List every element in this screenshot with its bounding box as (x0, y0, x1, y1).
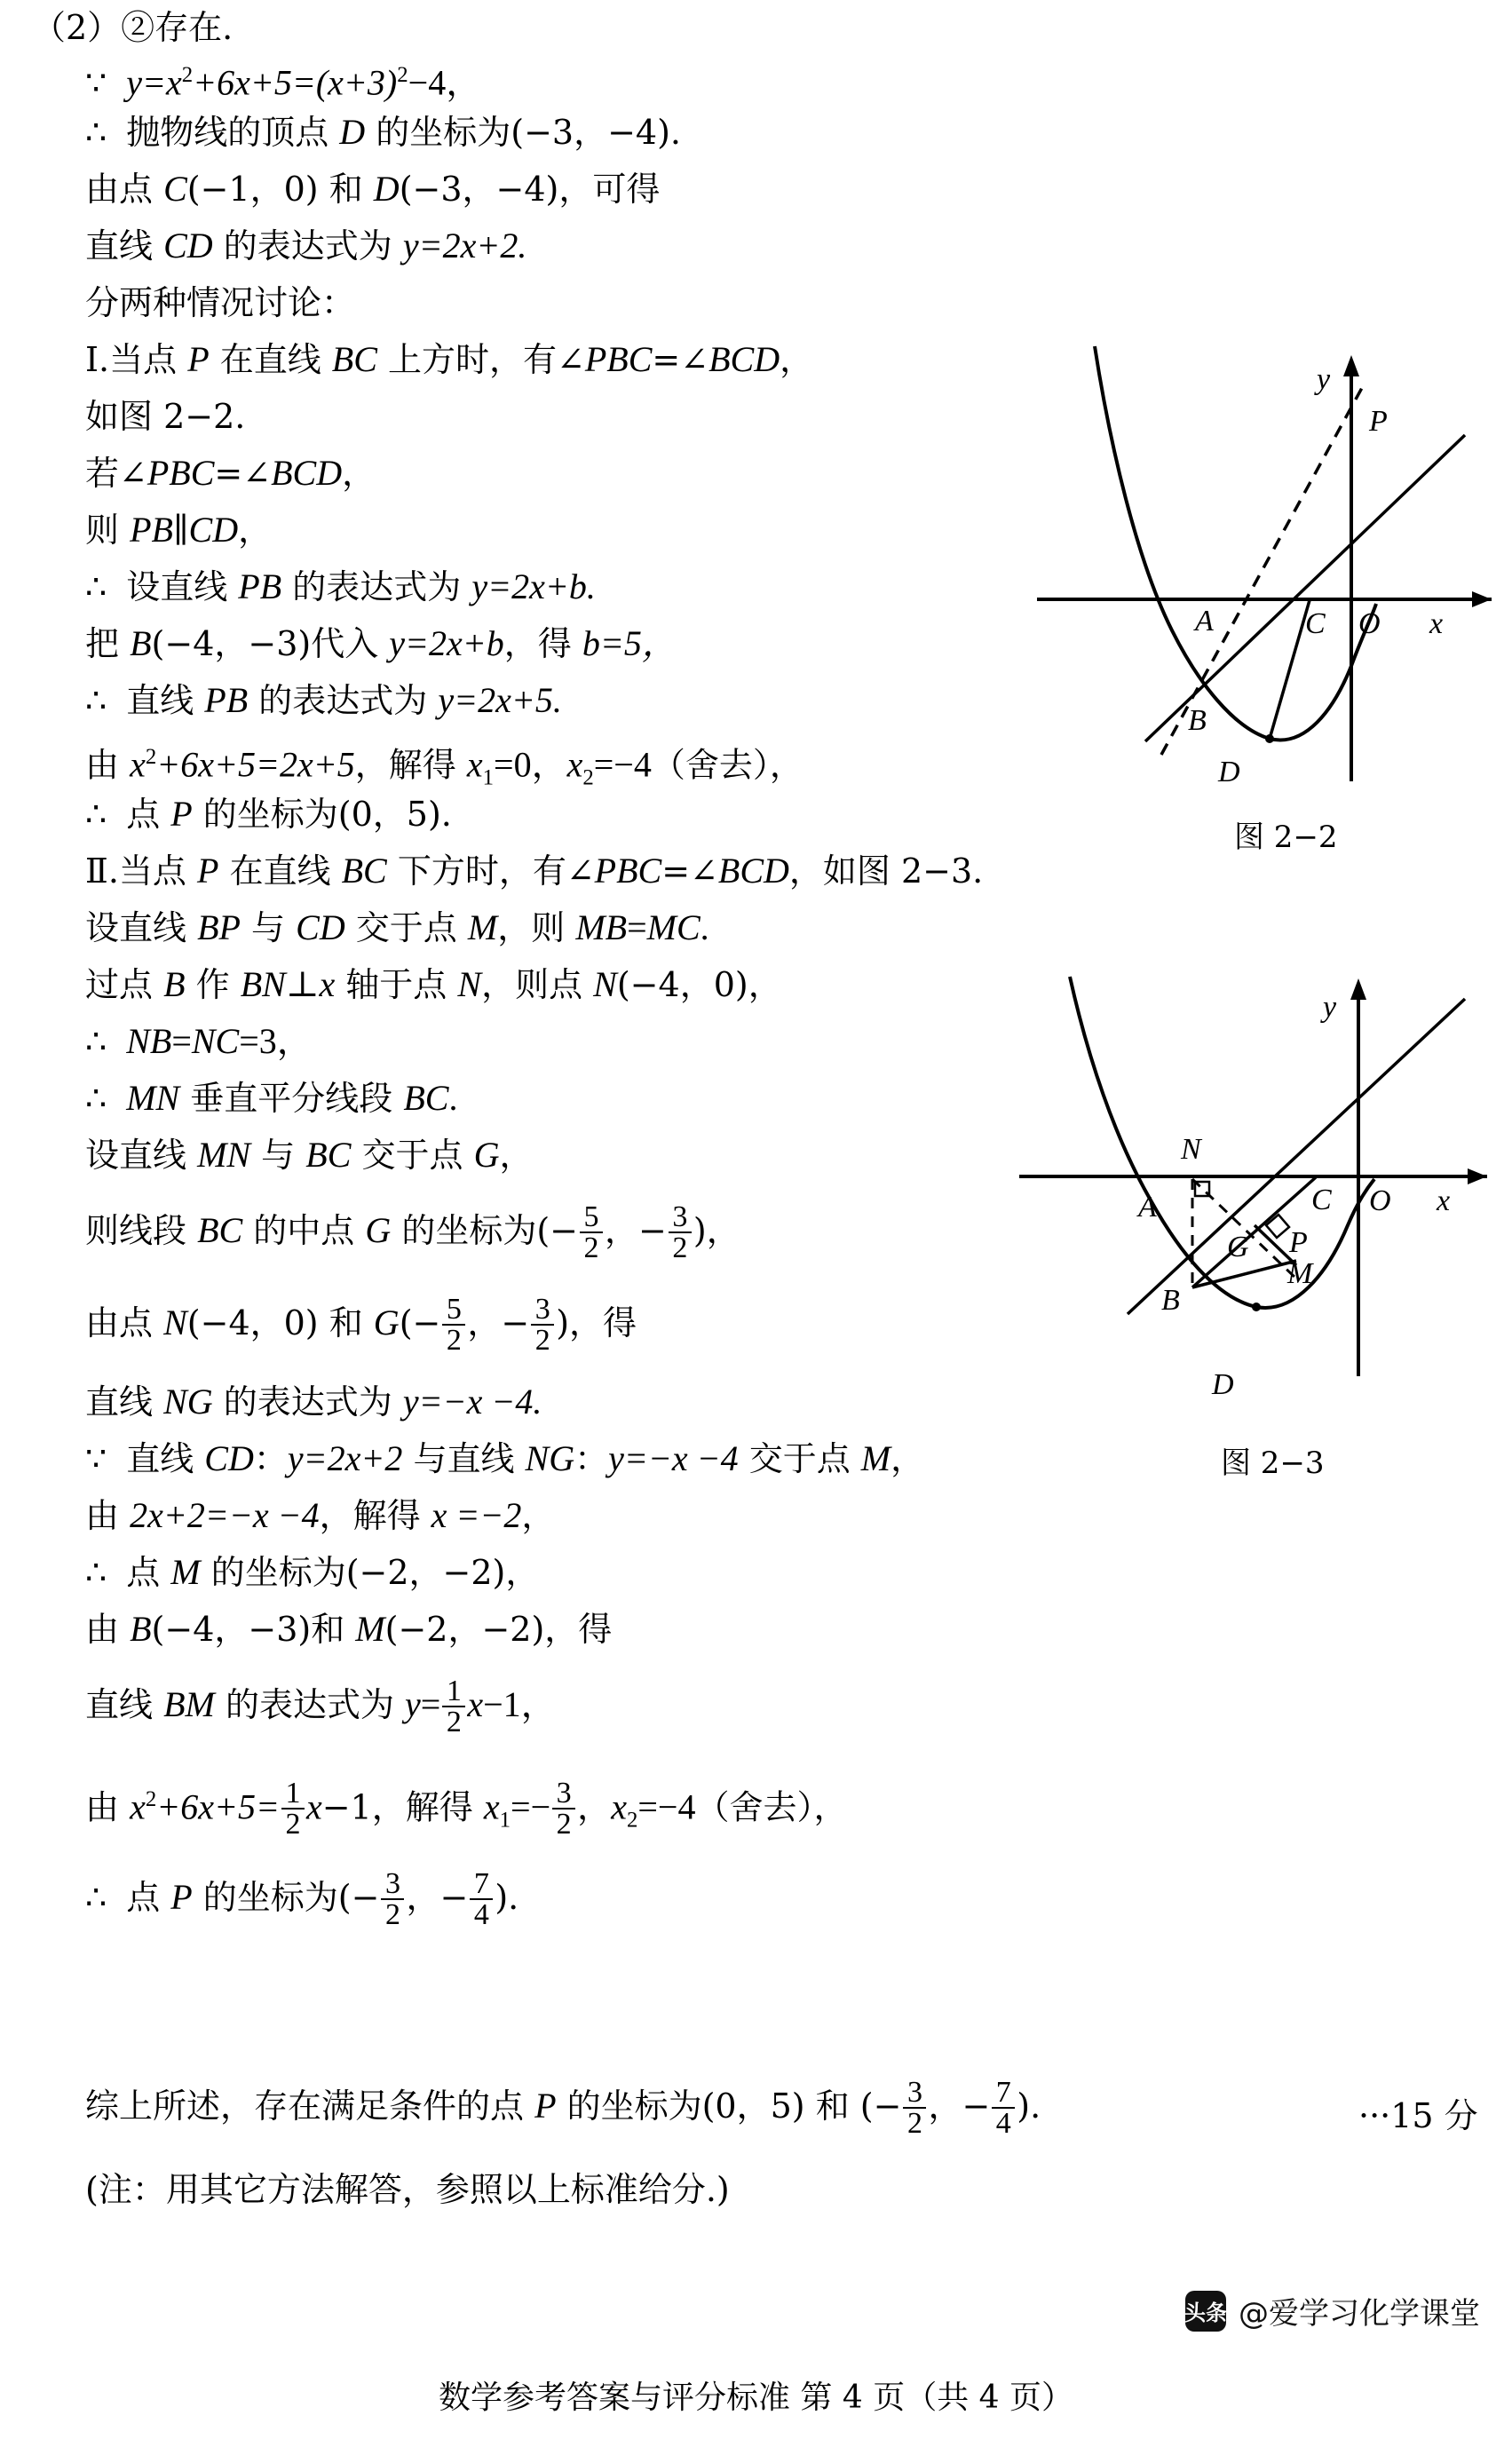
math-var: P (170, 1877, 193, 1917)
math-var: P (170, 794, 193, 834)
solution-line (85, 275, 355, 330)
math-var: CD (296, 907, 345, 947)
solution-line (0, 0, 233, 55)
page-footer: 数学参考答案与评分标准 第 4 页（共 4 页） (438, 2380, 1074, 2416)
parallel-symbol: ∥ (172, 511, 189, 550)
text-run: 过点 (85, 965, 164, 1004)
text-run: ，则点 (481, 965, 594, 1004)
text-run: ，− (406, 1878, 469, 1917)
text-run: ，得 (503, 624, 582, 663)
math-var: BC (197, 1210, 243, 1250)
text-run: 的坐标为(0，5). (192, 795, 452, 834)
figure-2-3 (1003, 959, 1512, 1456)
math-var: NB (126, 1021, 172, 1061)
text-run: 交于点 (738, 1439, 861, 1478)
math-var: P (187, 339, 210, 379)
point-label-C: C (1305, 607, 1326, 640)
text-run: 点 (126, 1553, 171, 1592)
math-var: N (593, 964, 617, 1004)
text-run: （舍去）， (695, 1787, 848, 1827)
solution-line (85, 503, 272, 558)
numerator: 3 (556, 1776, 572, 1810)
math-var: x (130, 1786, 146, 1827)
text-run: 的表达式为 (212, 226, 403, 265)
point-label-C: C (1311, 1184, 1332, 1216)
subscript: 1 (482, 765, 495, 790)
text-run: 的表达式为 (212, 1382, 403, 1421)
text-run: 的中点 (242, 1211, 366, 1250)
text-run: 直线 (126, 681, 205, 720)
solution-line (85, 673, 562, 728)
solution-line (85, 787, 452, 842)
math-expr: = (627, 907, 647, 947)
solution-line (85, 1602, 612, 1657)
text-run: 直线 (85, 1685, 164, 1724)
math-var: CD (188, 510, 239, 550)
text-run: 轴于点 (335, 965, 458, 1004)
text-run: 则 (85, 511, 131, 550)
text-run: ， (238, 511, 273, 550)
math-var: N (163, 1303, 187, 1342)
math-var: PBC (594, 851, 662, 891)
because-symbol: ∵ (85, 1439, 107, 1478)
denominator: 2 (446, 1323, 462, 1357)
math-expr: y=2x+2. (402, 226, 527, 265)
math-var: MC (646, 907, 701, 947)
numerator: 3 (906, 2075, 922, 2109)
math-expr: y=−x −4 (608, 1438, 739, 1478)
fraction (669, 1200, 692, 1264)
text-run: 交于点 (351, 1136, 474, 1175)
text-run: 的坐标为(− (391, 1211, 579, 1250)
math-var: BN (240, 964, 286, 1004)
denominator: 2 (446, 1705, 462, 1738)
math-var: BCD (271, 453, 343, 493)
solution-line (85, 957, 782, 1012)
text-run: 设直线 (126, 567, 239, 606)
text-run: 的坐标为(0，5) 和 (− (556, 2087, 902, 2126)
math-var: P (197, 851, 219, 891)
text-run: 设直线 (85, 1136, 198, 1175)
text-run: 由点 (85, 170, 164, 209)
text-run: −1，解得 (321, 1787, 484, 1827)
text-run: 由 (85, 1496, 131, 1535)
solution-line (85, 218, 526, 273)
text-run: 与 (240, 908, 297, 947)
text-run: 综上所述，存在满足条件的点 (85, 2087, 535, 2126)
figure-2-3-caption: 图 2−3 (1221, 1445, 1325, 1481)
grading-note: (注：用其它方法解答，参照以上标准给分.) (85, 2170, 730, 2209)
solution-line (85, 730, 803, 790)
text-run: ， (577, 1787, 612, 1827)
text-run: )，得 (556, 1303, 637, 1342)
text-run: 抛物线的顶点 (126, 113, 340, 152)
math-var: P (534, 2086, 557, 2126)
math-var: BM (163, 1684, 215, 1724)
numerator: 3 (384, 1866, 400, 1900)
point-label-P: P (1369, 405, 1388, 438)
figure-2-2-caption: 图 2−2 (1234, 820, 1338, 855)
solution-line (85, 2162, 730, 2217)
denominator: 4 (995, 2106, 1011, 2140)
text-run: 把 (85, 624, 131, 663)
math-var: CD (204, 1438, 254, 1478)
text-run: 垂直平分线段 (179, 1079, 404, 1118)
math-expr: . (700, 907, 709, 947)
subscript: 1 (499, 1808, 511, 1833)
vertex-dot-D (1265, 734, 1274, 743)
case-number: Ⅱ. (85, 851, 119, 891)
toutiao-logo-icon: 头条 (1185, 2291, 1226, 2332)
text-run: 直线 (126, 1439, 205, 1478)
math-expr: y=2x+5. (438, 680, 562, 720)
text-run: ， (342, 454, 376, 493)
text-run: 的坐标为(−2，−2)， (200, 1553, 540, 1592)
solution-line (85, 1851, 519, 1944)
text-run: 点 (126, 1878, 171, 1917)
math-var: x (319, 964, 336, 1004)
text-run: (− (399, 1303, 441, 1342)
math-expr: −4， (408, 62, 482, 103)
axis-label-x: x (1429, 607, 1444, 640)
math-expr: =−4 (593, 744, 652, 785)
math-var: BC (403, 1078, 449, 1118)
solution-line (85, 1545, 539, 1600)
text-run: =∠ (661, 851, 718, 891)
math-var: B (163, 964, 186, 1004)
math-var: B (130, 1609, 152, 1649)
math-var: BP (197, 907, 241, 947)
text-run: 与直线 (402, 1439, 526, 1478)
denominator: 2 (556, 1808, 572, 1841)
text-run: 直线 (85, 226, 164, 265)
therefore-symbol: ∴ (85, 567, 107, 606)
math-expr: =3， (239, 1021, 313, 1061)
text-run: . (448, 1078, 458, 1118)
point-label-M: M (1287, 1257, 1313, 1290)
solution-line (85, 162, 660, 217)
text-run: 交于点 (344, 908, 468, 947)
text-run: ，如图 2−3. (788, 851, 984, 891)
solution-line (85, 446, 376, 501)
text-run: ，解得 (319, 1496, 431, 1535)
watermark-text: @爱学习化学课堂 (1239, 2296, 1480, 2332)
math-var: C (163, 169, 187, 209)
denominator: 2 (583, 1231, 599, 1264)
math-expr: 2x+2=−x −4 (130, 1495, 320, 1535)
numerator: 1 (285, 1776, 301, 1810)
exponent: 2 (145, 745, 157, 769)
text-run: ，则 (497, 908, 576, 947)
solution-line (85, 900, 709, 955)
numerator: 1 (446, 1674, 462, 1707)
solution-line (85, 1128, 533, 1183)
math-var: NG (163, 1382, 213, 1421)
therefore-symbol: ∴ (85, 1878, 107, 1917)
math-var: PBC (584, 339, 653, 379)
text-run: ，− (467, 1303, 530, 1342)
text-run: （舍去）， (651, 745, 803, 785)
math-var: PB (130, 510, 173, 550)
perpendicular-symbol: ⊥ (285, 964, 320, 1004)
numerator: 3 (672, 1200, 688, 1233)
numerator: 5 (446, 1292, 462, 1326)
text-run: 下方时，有∠ (386, 851, 595, 891)
math-var: x (130, 744, 146, 785)
math-var: CD (163, 226, 213, 265)
axis-label-y: y (1323, 991, 1337, 1024)
math-var: y (405, 1684, 421, 1724)
therefore-symbol: ∴ (85, 113, 107, 152)
math-expr: +6x+5= (156, 1786, 280, 1827)
text-run: ， (891, 1439, 925, 1478)
text-run: ). (1017, 2087, 1041, 2126)
axis-label-y: y (1317, 363, 1331, 396)
solution-line (85, 616, 677, 671)
text-run: ， (780, 340, 814, 379)
math-var: x (566, 744, 583, 785)
text-run: (−3，−4)，可得 (399, 170, 661, 209)
point-label-A: A (1138, 1191, 1157, 1224)
text-run: 的表达式为 (281, 567, 472, 606)
point-label-A: A (1195, 605, 1214, 637)
point-label-N: N (1181, 1133, 1201, 1166)
text-run: ： (253, 1439, 288, 1478)
math-var: BCD (709, 339, 780, 379)
text-run: (−4，0)， (616, 965, 782, 1004)
therefore-symbol: ∴ (85, 795, 107, 834)
math-var: x (467, 1684, 484, 1724)
figure-2-2-graphic (1021, 337, 1512, 808)
text-run: 上方时，有∠ (376, 340, 585, 379)
math-var: PB (238, 566, 282, 606)
solution-line (85, 1184, 740, 1277)
math-var: BC (305, 1135, 352, 1175)
fraction (381, 1866, 404, 1931)
solution-line (85, 1431, 924, 1486)
text-run: ，− (605, 1211, 667, 1250)
text-run: 当点 (109, 340, 188, 379)
denominator: 4 (473, 1897, 489, 1931)
solution-line (85, 389, 245, 444)
math-var: N (457, 964, 482, 1004)
solution-line (85, 1754, 848, 1846)
point-label-B: B (1161, 1284, 1180, 1317)
math-expr: = (420, 1684, 441, 1724)
therefore-symbol: ∴ (85, 1553, 107, 1592)
text-run: 设直线 (85, 908, 198, 947)
solution-line (85, 1277, 637, 1369)
math-expr: x =−2 (431, 1495, 522, 1535)
therefore-symbol: ∴ (85, 681, 107, 720)
solution-line (85, 332, 813, 387)
vertex-dot-D (1252, 1303, 1261, 1311)
math-var: NG (525, 1438, 575, 1478)
denominator: 2 (906, 2106, 922, 2140)
text-run: =∠ (652, 340, 709, 379)
math-var: D (373, 169, 400, 209)
solution-line (85, 48, 481, 103)
math-var: B (130, 623, 152, 663)
because-symbol: ∵ (85, 63, 107, 103)
text-run: 分两种情况讨论： (85, 283, 356, 322)
axis-label-x: x (1437, 1184, 1451, 1217)
denominator: 2 (672, 1231, 688, 1264)
math-var: D (339, 112, 366, 152)
solution-line (85, 559, 596, 614)
math-var: G (473, 1135, 500, 1175)
fraction (552, 1776, 575, 1841)
numerator: 7 (995, 2075, 1011, 2109)
text-run: 由 (85, 1610, 131, 1649)
math-var: G (373, 1303, 400, 1342)
fraction (903, 2075, 926, 2140)
text-run: (−2，−2)，得 (384, 1610, 613, 1649)
math-expr: +6x+5=2x+5 (156, 744, 355, 785)
solution-line (85, 105, 681, 160)
point-label-B: B (1188, 704, 1207, 737)
text-run: 由点 (85, 1303, 164, 1342)
solution-line (85, 1374, 542, 1429)
origin-label-O: O (1369, 1184, 1391, 1217)
text-run: =∠ (214, 454, 272, 493)
part-label: （2）②存在. (32, 8, 234, 47)
subscript: 2 (626, 1808, 638, 1833)
text-run: ，解得 (354, 745, 467, 785)
text-run: 的坐标为(−3，−4). (365, 113, 682, 152)
text-run: 则线段 (85, 1211, 198, 1250)
fraction (531, 1292, 554, 1357)
text-run: ， (499, 1136, 534, 1175)
math-var: NC (191, 1021, 240, 1061)
math-expr: y=2x+2 (287, 1438, 403, 1478)
math-expr: y=−x −4. (402, 1382, 542, 1421)
math-expr: =x (141, 62, 182, 103)
math-var: M (467, 907, 498, 947)
watermark (1185, 2289, 1480, 2332)
score-annotation: ···15 分 (1358, 2096, 1478, 2135)
text-run: 与 (250, 1136, 306, 1175)
exponent: 2 (145, 1787, 157, 1811)
solution-line (85, 1659, 557, 1751)
fraction (580, 1200, 603, 1264)
solution-line (85, 1071, 457, 1126)
math-var: BC (341, 851, 387, 891)
math-var: x (611, 1786, 627, 1827)
fraction (470, 1866, 493, 1931)
point-label-P: P (1289, 1226, 1308, 1259)
text-run: 的坐标为(− (192, 1878, 380, 1917)
figure-ref: 如图 2−2. (85, 397, 246, 436)
math-expr: −1， (483, 1684, 557, 1724)
therefore-symbol: ∴ (85, 1079, 107, 1118)
case-number: Ⅰ. (85, 340, 110, 379)
text-run: ， (521, 1496, 556, 1535)
math-var: MN (126, 1078, 180, 1118)
solution-line (85, 843, 983, 899)
text-run: 在直线 (218, 851, 342, 891)
math-var: M (355, 1609, 385, 1649)
denominator: 2 (285, 1808, 301, 1841)
math-expr: =−4 (637, 1786, 696, 1827)
text-run: 的表达式为 (248, 681, 439, 720)
math-var: PB (204, 680, 249, 720)
math-var: M (860, 1438, 891, 1478)
text-run: (−4，−3)代入 (151, 624, 390, 663)
math-expr: = (171, 1021, 192, 1061)
therefore-symbol: ∴ (85, 1022, 107, 1061)
text-run: 直线 (85, 1382, 164, 1421)
solution-line (85, 1488, 555, 1543)
text-run: 若∠ (85, 454, 147, 493)
text-run: ). (495, 1878, 519, 1917)
solution-line (85, 2060, 1041, 2152)
point-label-G: G (1227, 1231, 1249, 1263)
numerator: 3 (534, 1292, 550, 1326)
math-expr: y=2x+b (389, 623, 504, 663)
math-var: MB (575, 907, 628, 947)
text-run: (−4，0) 和 (186, 1303, 374, 1342)
exponent: 2 (181, 63, 194, 87)
fraction (442, 1292, 465, 1357)
math-expr: =0， (494, 744, 567, 785)
solution-line (85, 1014, 313, 1069)
text-run: 由 (85, 1787, 131, 1827)
text-run: 点 (126, 795, 171, 834)
subscript: 2 (582, 765, 594, 790)
math-var: PBC (146, 453, 215, 493)
math-var: x (306, 1786, 322, 1827)
text-run: 作 (185, 965, 241, 1004)
text-run: 在直线 (209, 340, 332, 379)
text-run: 的表达式为 (214, 1685, 406, 1724)
numerator: 7 (473, 1866, 489, 1900)
math-var: MN (197, 1135, 251, 1175)
text-run: )， (693, 1211, 740, 1250)
origin-label-O: O (1358, 607, 1381, 640)
figure-2-2 (1021, 337, 1512, 808)
math-var: BCD (717, 851, 789, 891)
exponent: 2 (397, 63, 408, 87)
math-expr: b=5， (582, 623, 677, 663)
numerator: 5 (583, 1200, 599, 1233)
math-expr: y=2x+b. (471, 566, 596, 606)
text-run: (−1，0) 和 (186, 170, 374, 209)
math-var: M (170, 1552, 201, 1592)
point-label-D: D (1218, 756, 1240, 788)
math-var: x (483, 1786, 500, 1827)
math-var: x (466, 744, 483, 785)
denominator: 2 (384, 1897, 400, 1931)
text-run: ： (574, 1439, 609, 1478)
figure-2-3-graphic (1003, 959, 1512, 1456)
fraction (992, 2075, 1015, 2140)
text-run: 由 (85, 745, 131, 785)
math-var: BC (331, 339, 377, 379)
denominator: 2 (534, 1323, 550, 1357)
text-run: ，− (928, 2087, 991, 2126)
text-run: 当点 (118, 851, 198, 891)
fraction (442, 1674, 465, 1738)
math-expr: +6x+5=(x+3) (193, 62, 398, 103)
math-var: y (126, 62, 142, 103)
math-var: G (365, 1210, 392, 1250)
point-label-D: D (1212, 1368, 1234, 1401)
math-expr: =− (511, 1786, 551, 1827)
text-run: (−4，−3)和 (151, 1610, 356, 1649)
fraction (281, 1776, 305, 1841)
